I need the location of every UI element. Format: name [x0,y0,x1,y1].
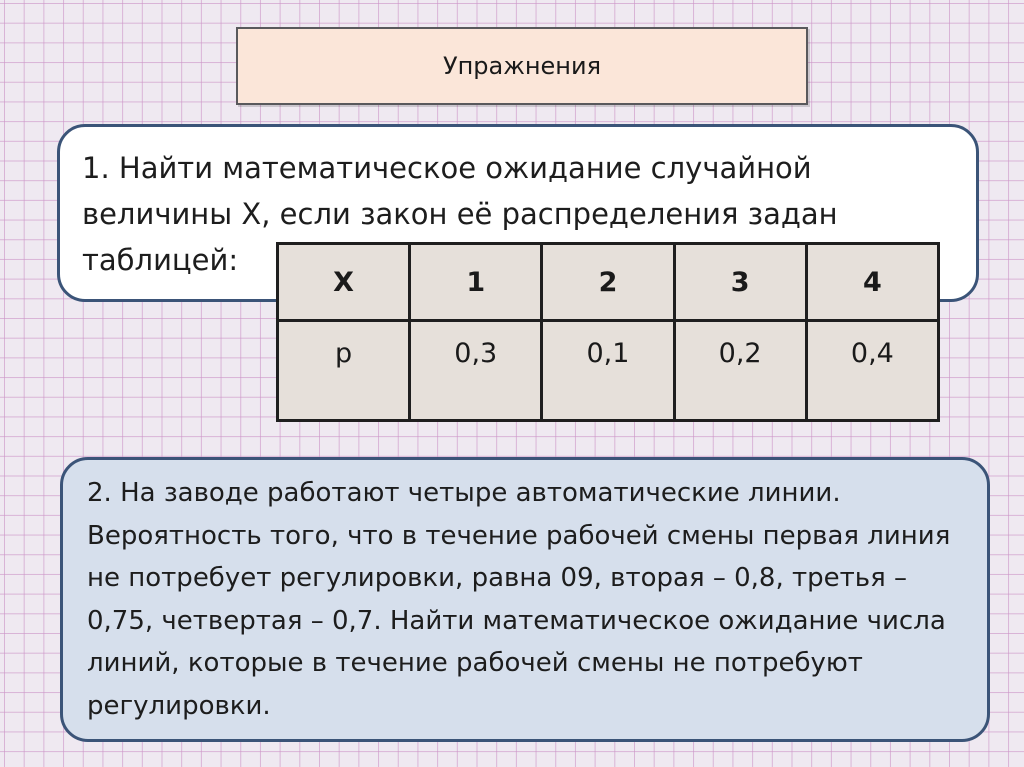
table-cell: 0,1 [542,320,674,420]
table-header-cell: 1 [410,244,542,321]
exercise-2-text: 2. На заводе работают четыре автоматические линии. Вероятность того, что в течение рабочей смены первая линия не потребует регулировки, равна 09, вторая – 0,8, третья – 0,75, четвертая – 0,7. Найти математическое ожидание числа линий, которые в течение рабочей смены не потребуют регулировки. [87,478,951,721]
table-cell: 0,4 [806,320,938,420]
table-header-cell: 2 [542,244,674,321]
table-header-cell: X [278,244,410,321]
table-cell: 0,2 [674,320,806,420]
distribution-table [276,242,940,422]
exercise-2-card [60,457,990,742]
table-cell: 0,3 [410,320,542,420]
exercise-1-text: 1. Найти математическое ожидание случайной величины X, если закон её распределения задан таблицей: [82,151,838,277]
table-header-cell: 3 [674,244,806,321]
table-row [278,244,939,321]
table-header-cell: 4 [806,244,938,321]
slide-title [236,27,808,105]
table-row [278,320,939,420]
slide-title-text: Упражнения [442,52,602,80]
table-cell: p [278,320,410,420]
